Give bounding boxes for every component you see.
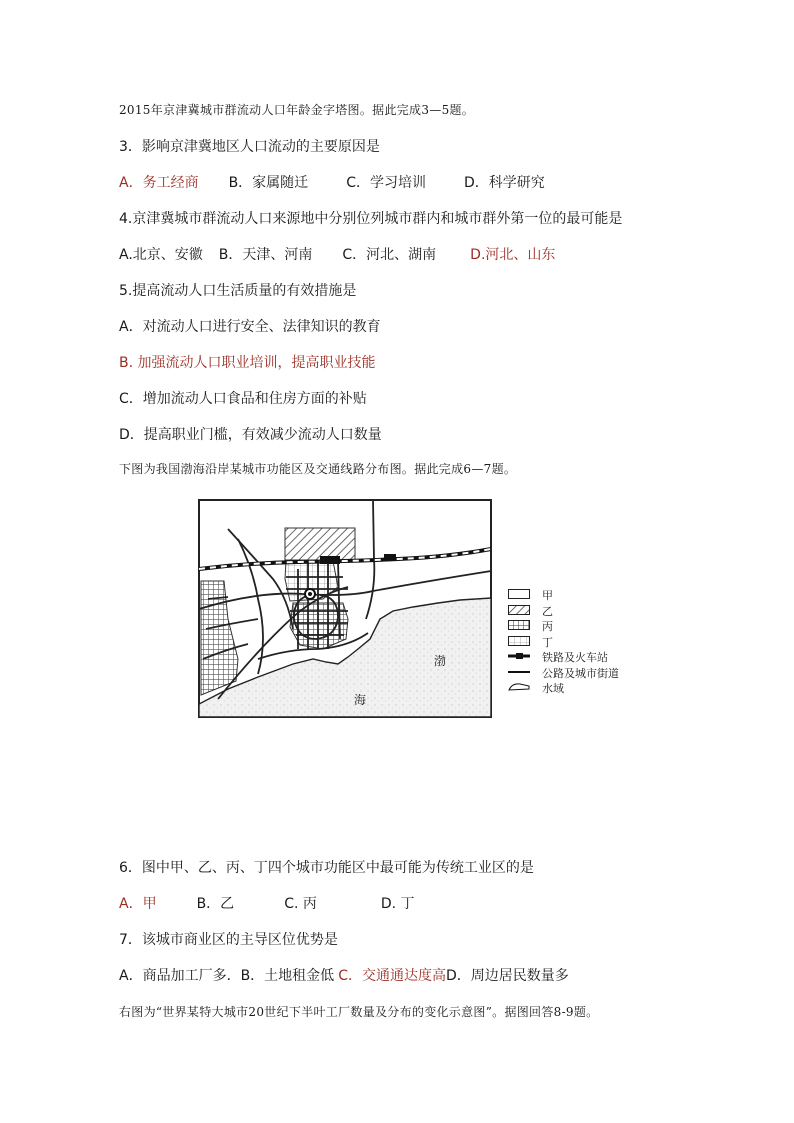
sea-label-hai: 海 bbox=[354, 693, 367, 707]
option-d[interactable]: D．科学研究 bbox=[463, 175, 545, 191]
question-7-options bbox=[119, 965, 569, 985]
legend-label-ding: 丁 bbox=[542, 635, 553, 649]
option-a[interactable]: A．商品加工厂多． bbox=[119, 968, 241, 984]
legend-symbol-jia bbox=[508, 589, 530, 599]
legend-label-yi: 乙 bbox=[542, 604, 553, 618]
option-b[interactable]: B．乙 bbox=[196, 896, 235, 912]
question-4-stem: 4.京津冀城市群流动人口来源地中分别位列城市群内和城市群外第一位的最可能是 bbox=[119, 211, 623, 227]
question-6-options bbox=[119, 893, 415, 913]
intro-text-map: 下图为我国渤海沿岸某城市功能区及交通线路分布图。据此完成6—7题。 bbox=[119, 462, 517, 476]
option-a[interactable]: A．甲 bbox=[119, 896, 157, 912]
option-c[interactable]: C．学习培训 bbox=[346, 175, 426, 191]
question-5-stem: 5.提高流动人口生活质量的有效措施是 bbox=[119, 283, 357, 299]
question-3-stem: 3．影响京津冀地区人口流动的主要原因是 bbox=[119, 139, 380, 155]
option-a[interactable]: A．务工经商 bbox=[119, 175, 199, 191]
option-d[interactable]: D. 丁 bbox=[380, 896, 415, 912]
option-b[interactable]: B．天津、河南 bbox=[218, 247, 313, 263]
legend-symbol-road bbox=[504, 667, 534, 677]
city-map-figure bbox=[198, 499, 492, 718]
question-5-option-d[interactable]: D．提高职业门槛，有效减少流动人口数量 bbox=[119, 427, 382, 443]
option-a[interactable]: A.北京、安徽 bbox=[119, 247, 203, 263]
legend-symbol-yi bbox=[508, 605, 530, 615]
legend-label-road: 公路及城市街道 bbox=[542, 666, 619, 680]
question-3-options bbox=[119, 172, 545, 192]
legend-label-bing: 丙 bbox=[542, 620, 553, 633]
question-6-stem: 6．图中甲、乙、丙、丁四个城市功能区中最可能为传统工业区的是 bbox=[119, 860, 534, 876]
option-b[interactable]: B．家属随迁 bbox=[228, 175, 309, 191]
question-5-option-b[interactable]: B. 加强流动人口职业培训，提高职业技能 bbox=[119, 355, 376, 371]
question-5-option-c[interactable]: C．增加流动人口食品和住房方面的补贴 bbox=[119, 391, 367, 407]
legend-symbol-rail bbox=[504, 651, 534, 661]
option-d[interactable]: D.河北、山东 bbox=[470, 247, 556, 263]
question-7-stem: 7．该城市商业区的主导区位优势是 bbox=[119, 932, 338, 948]
sea-label-bo: 渤 bbox=[434, 654, 447, 668]
legend-label-water: 水域 bbox=[542, 682, 564, 695]
train-station bbox=[320, 556, 340, 564]
option-c[interactable]: C．河北、湖南 bbox=[342, 247, 437, 263]
question-4-options bbox=[119, 244, 555, 264]
option-d[interactable]: D．周边居民数量多 bbox=[445, 968, 569, 984]
option-b[interactable]: B．土地租金低 bbox=[240, 968, 335, 984]
legend-symbol-water bbox=[504, 682, 534, 692]
intro-text-factories: 右图为“世界某特大城市20世纪下半叶工厂数量及分布的变化示意图”。据图回答8-9题。 bbox=[119, 1005, 599, 1019]
option-c[interactable]: C．交通通达度高 bbox=[338, 968, 446, 984]
legend-label-rail: 铁路及火车站 bbox=[542, 651, 608, 664]
question-5-option-a[interactable]: A．对流动人口进行安全、法律知识的教育 bbox=[119, 319, 381, 335]
legend-label-jia: 甲 bbox=[542, 589, 553, 602]
zone-jia bbox=[285, 528, 355, 560]
intro-text-pyramid: 2015年京津冀城市群流动人口年龄金字塔图。据此完成3—5题。 bbox=[119, 103, 475, 117]
legend-symbol-bing bbox=[508, 620, 530, 630]
legend-symbol-ding bbox=[508, 636, 530, 646]
option-c[interactable]: C. 丙 bbox=[284, 896, 317, 912]
